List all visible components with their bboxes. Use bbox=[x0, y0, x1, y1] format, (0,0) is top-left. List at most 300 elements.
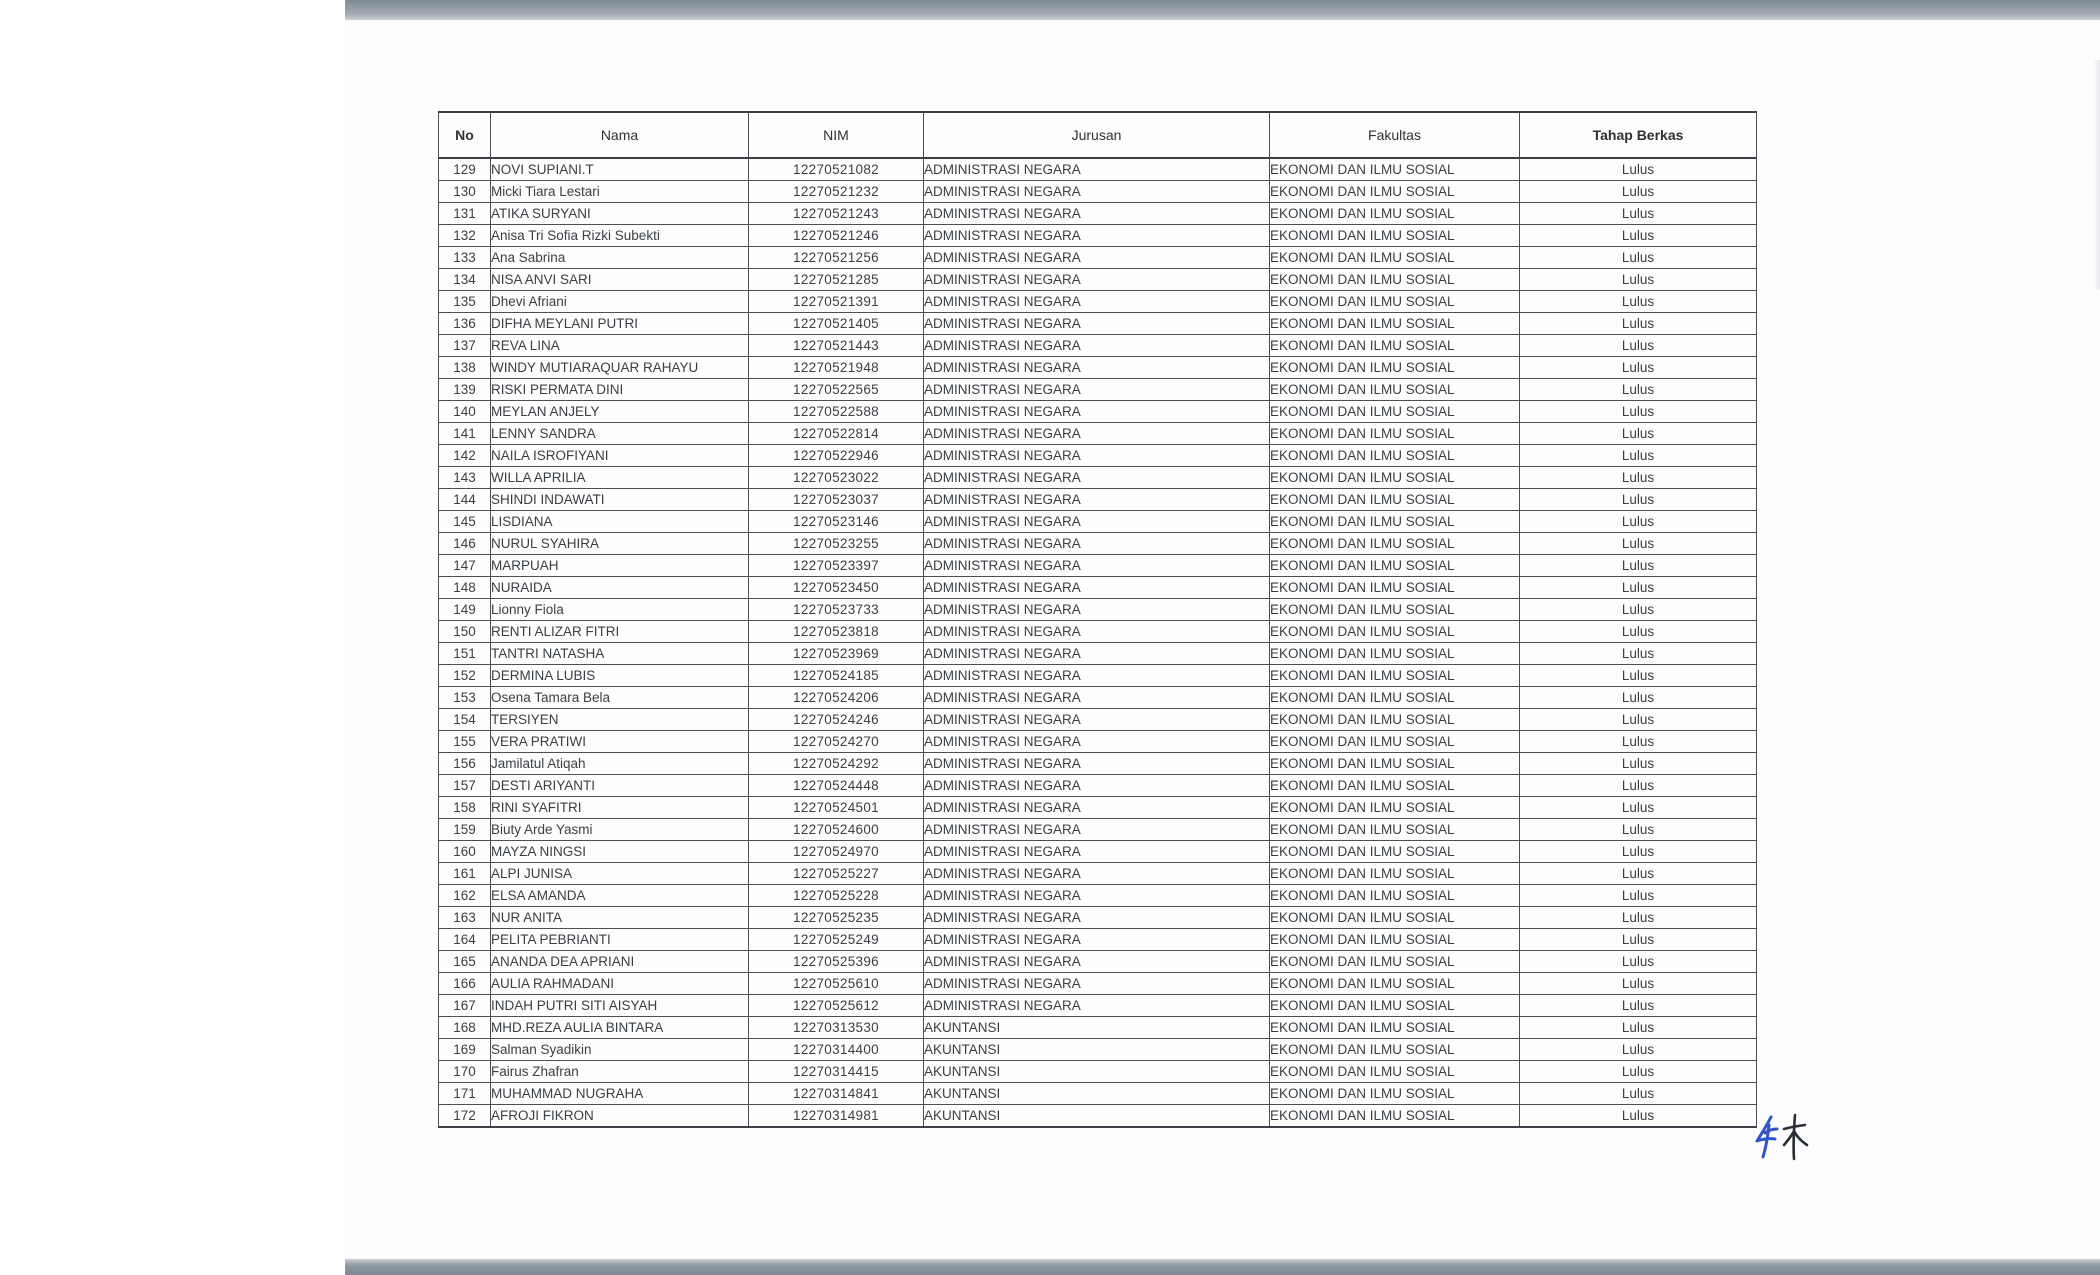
cell-tahap-berkas: Lulus bbox=[1520, 1039, 1757, 1061]
table-row bbox=[439, 841, 1757, 863]
cell-jurusan: ADMINISTRASI NEGARA bbox=[924, 555, 1270, 577]
cell-nim: 12270524185 bbox=[749, 665, 924, 687]
cell-fakultas: EKONOMI DAN ILMU SOSIAL bbox=[1270, 731, 1520, 753]
cell-tahap-berkas: Lulus bbox=[1520, 445, 1757, 467]
cell-fakultas: EKONOMI DAN ILMU SOSIAL bbox=[1270, 269, 1520, 291]
cell-jurusan: AKUNTANSI bbox=[924, 1061, 1270, 1083]
cell-nama: Dhevi Afriani bbox=[491, 291, 749, 313]
cell-tahap-berkas: Lulus bbox=[1520, 467, 1757, 489]
cell-tahap-berkas: Lulus bbox=[1520, 863, 1757, 885]
cell-no: 154 bbox=[439, 709, 491, 731]
cell-no: 160 bbox=[439, 841, 491, 863]
table-row bbox=[439, 357, 1757, 379]
cell-nama: Biuty Arde Yasmi bbox=[491, 819, 749, 841]
cell-no: 144 bbox=[439, 489, 491, 511]
scan-edge-right bbox=[2092, 60, 2100, 290]
cell-nama: NAILA ISROFIYANI bbox=[491, 445, 749, 467]
cell-nim: 12270523022 bbox=[749, 467, 924, 489]
cell-tahap-berkas: Lulus bbox=[1520, 247, 1757, 269]
cell-nim: 12270521405 bbox=[749, 313, 924, 335]
cell-tahap-berkas: Lulus bbox=[1520, 357, 1757, 379]
cell-nama: NISA ANVI SARI bbox=[491, 269, 749, 291]
cell-tahap-berkas: Lulus bbox=[1520, 951, 1757, 973]
cell-fakultas: EKONOMI DAN ILMU SOSIAL bbox=[1270, 841, 1520, 863]
cell-nama: Anisa Tri Sofia Rizki Subekti bbox=[491, 225, 749, 247]
cell-tahap-berkas: Lulus bbox=[1520, 511, 1757, 533]
cell-no: 170 bbox=[439, 1061, 491, 1083]
cell-tahap-berkas: Lulus bbox=[1520, 665, 1757, 687]
cell-no: 139 bbox=[439, 379, 491, 401]
cell-tahap-berkas: Lulus bbox=[1520, 885, 1757, 907]
table-row bbox=[439, 731, 1757, 753]
cell-nim: 12270524206 bbox=[749, 687, 924, 709]
cell-fakultas: EKONOMI DAN ILMU SOSIAL bbox=[1270, 665, 1520, 687]
cell-tahap-berkas: Lulus bbox=[1520, 621, 1757, 643]
cell-nim: 12270525610 bbox=[749, 973, 924, 995]
cell-no: 147 bbox=[439, 555, 491, 577]
cell-fakultas: EKONOMI DAN ILMU SOSIAL bbox=[1270, 775, 1520, 797]
cell-jurusan: ADMINISTRASI NEGARA bbox=[924, 797, 1270, 819]
cell-no: 145 bbox=[439, 511, 491, 533]
cell-nim: 12270523733 bbox=[749, 599, 924, 621]
cell-jurusan: ADMINISTRASI NEGARA bbox=[924, 247, 1270, 269]
cell-jurusan: ADMINISTRASI NEGARA bbox=[924, 709, 1270, 731]
cell-nim: 12270314400 bbox=[749, 1039, 924, 1061]
scan-edge-top bbox=[345, 0, 2100, 20]
cell-nama: MAYZA NINGSI bbox=[491, 841, 749, 863]
cell-fakultas: EKONOMI DAN ILMU SOSIAL bbox=[1270, 885, 1520, 907]
cell-nama: Jamilatul Atiqah bbox=[491, 753, 749, 775]
cell-nama: PELITA PEBRIANTI bbox=[491, 929, 749, 951]
cell-jurusan: ADMINISTRASI NEGARA bbox=[924, 181, 1270, 203]
cell-no: 146 bbox=[439, 533, 491, 555]
cell-jurusan: ADMINISTRASI NEGARA bbox=[924, 863, 1270, 885]
cell-nim: 12270523450 bbox=[749, 577, 924, 599]
cell-tahap-berkas: Lulus bbox=[1520, 1083, 1757, 1105]
table-row bbox=[439, 1017, 1757, 1039]
cell-no: 132 bbox=[439, 225, 491, 247]
cell-no: 152 bbox=[439, 665, 491, 687]
cell-fakultas: EKONOMI DAN ILMU SOSIAL bbox=[1270, 995, 1520, 1017]
cell-nim: 12270521232 bbox=[749, 181, 924, 203]
cell-fakultas: EKONOMI DAN ILMU SOSIAL bbox=[1270, 379, 1520, 401]
cell-nim: 12270523146 bbox=[749, 511, 924, 533]
cell-nim: 12270524448 bbox=[749, 775, 924, 797]
table-row bbox=[439, 313, 1757, 335]
table-body bbox=[439, 158, 1757, 1127]
cell-nim: 12270314981 bbox=[749, 1105, 924, 1128]
cell-nama: WINDY MUTIARAQUAR RAHAYU bbox=[491, 357, 749, 379]
cell-nama: Ana Sabrina bbox=[491, 247, 749, 269]
cell-fakultas: EKONOMI DAN ILMU SOSIAL bbox=[1270, 511, 1520, 533]
cell-tahap-berkas: Lulus bbox=[1520, 181, 1757, 203]
header-nim: NIM bbox=[749, 112, 924, 158]
cell-jurusan: ADMINISTRASI NEGARA bbox=[924, 511, 1270, 533]
cell-fakultas: EKONOMI DAN ILMU SOSIAL bbox=[1270, 599, 1520, 621]
cell-jurusan: ADMINISTRASI NEGARA bbox=[924, 203, 1270, 225]
table-row bbox=[439, 797, 1757, 819]
scan-margin-left bbox=[0, 0, 345, 1275]
cell-fakultas: EKONOMI DAN ILMU SOSIAL bbox=[1270, 753, 1520, 775]
table-row bbox=[439, 995, 1757, 1017]
cell-nim: 12270521948 bbox=[749, 357, 924, 379]
cell-no: 142 bbox=[439, 445, 491, 467]
cell-fakultas: EKONOMI DAN ILMU SOSIAL bbox=[1270, 181, 1520, 203]
cell-nama: RISKI PERMATA DINI bbox=[491, 379, 749, 401]
table-row bbox=[439, 577, 1757, 599]
cell-nama: TANTRI NATASHA bbox=[491, 643, 749, 665]
cell-nim: 12270314415 bbox=[749, 1061, 924, 1083]
cell-tahap-berkas: Lulus bbox=[1520, 753, 1757, 775]
table-row bbox=[439, 158, 1757, 181]
cell-jurusan: ADMINISTRASI NEGARA bbox=[924, 841, 1270, 863]
cell-tahap-berkas: Lulus bbox=[1520, 401, 1757, 423]
cell-fakultas: EKONOMI DAN ILMU SOSIAL bbox=[1270, 335, 1520, 357]
cell-fakultas: EKONOMI DAN ILMU SOSIAL bbox=[1270, 401, 1520, 423]
cell-fakultas: EKONOMI DAN ILMU SOSIAL bbox=[1270, 863, 1520, 885]
cell-tahap-berkas: Lulus bbox=[1520, 533, 1757, 555]
cell-nim: 12270524970 bbox=[749, 841, 924, 863]
table-row bbox=[439, 181, 1757, 203]
cell-jurusan: ADMINISTRASI NEGARA bbox=[924, 313, 1270, 335]
cell-nama: NUR ANITA bbox=[491, 907, 749, 929]
table-row bbox=[439, 709, 1757, 731]
cell-fakultas: EKONOMI DAN ILMU SOSIAL bbox=[1270, 291, 1520, 313]
table-row bbox=[439, 643, 1757, 665]
cell-fakultas: EKONOMI DAN ILMU SOSIAL bbox=[1270, 709, 1520, 731]
cell-nim: 12270524246 bbox=[749, 709, 924, 731]
table-row bbox=[439, 511, 1757, 533]
cell-no: 133 bbox=[439, 247, 491, 269]
cell-nama: DIFHA MEYLANI PUTRI bbox=[491, 313, 749, 335]
cell-nama: ATIKA SURYANI bbox=[491, 203, 749, 225]
cell-nama: Fairus Zhafran bbox=[491, 1061, 749, 1083]
cell-tahap-berkas: Lulus bbox=[1520, 687, 1757, 709]
cell-nama: LENNY SANDRA bbox=[491, 423, 749, 445]
cell-nama: Salman Syadikin bbox=[491, 1039, 749, 1061]
cell-tahap-berkas: Lulus bbox=[1520, 225, 1757, 247]
table-row bbox=[439, 621, 1757, 643]
cell-nim: 12270313530 bbox=[749, 1017, 924, 1039]
cell-no: 163 bbox=[439, 907, 491, 929]
table-row bbox=[439, 555, 1757, 577]
cell-nama: MARPUAH bbox=[491, 555, 749, 577]
cell-nim: 12270523037 bbox=[749, 489, 924, 511]
cell-jurusan: ADMINISTRASI NEGARA bbox=[924, 687, 1270, 709]
cell-fakultas: EKONOMI DAN ILMU SOSIAL bbox=[1270, 225, 1520, 247]
cell-nama: VERA PRATIWI bbox=[491, 731, 749, 753]
cell-nama: Lionny Fiola bbox=[491, 599, 749, 621]
cell-nim: 12270523397 bbox=[749, 555, 924, 577]
cell-jurusan: AKUNTANSI bbox=[924, 1105, 1270, 1128]
cell-tahap-berkas: Lulus bbox=[1520, 731, 1757, 753]
cell-nama: AFROJI FIKRON bbox=[491, 1105, 749, 1128]
table-row bbox=[439, 775, 1757, 797]
table-header bbox=[439, 112, 1757, 158]
results-table bbox=[438, 111, 1757, 1128]
cell-no: 150 bbox=[439, 621, 491, 643]
cell-fakultas: EKONOMI DAN ILMU SOSIAL bbox=[1270, 687, 1520, 709]
cell-nama: ELSA AMANDA bbox=[491, 885, 749, 907]
table-row bbox=[439, 335, 1757, 357]
cell-jurusan: ADMINISTRASI NEGARA bbox=[924, 357, 1270, 379]
table-row bbox=[439, 687, 1757, 709]
cell-jurusan: AKUNTANSI bbox=[924, 1039, 1270, 1061]
cell-fakultas: EKONOMI DAN ILMU SOSIAL bbox=[1270, 533, 1520, 555]
cell-no: 158 bbox=[439, 797, 491, 819]
cell-tahap-berkas: Lulus bbox=[1520, 709, 1757, 731]
cell-no: 129 bbox=[439, 158, 491, 181]
cell-no: 143 bbox=[439, 467, 491, 489]
cell-nim: 12270525227 bbox=[749, 863, 924, 885]
cell-nim: 12270525249 bbox=[749, 929, 924, 951]
cell-tahap-berkas: Lulus bbox=[1520, 379, 1757, 401]
cell-nim: 12270523818 bbox=[749, 621, 924, 643]
table-row bbox=[439, 907, 1757, 929]
cell-no: 131 bbox=[439, 203, 491, 225]
cell-jurusan: ADMINISTRASI NEGARA bbox=[924, 577, 1270, 599]
cell-fakultas: EKONOMI DAN ILMU SOSIAL bbox=[1270, 819, 1520, 841]
table-row bbox=[439, 203, 1757, 225]
paraf-initials bbox=[1753, 1113, 1811, 1161]
cell-fakultas: EKONOMI DAN ILMU SOSIAL bbox=[1270, 203, 1520, 225]
scan-edge-bottom bbox=[345, 1259, 2100, 1275]
cell-nim: 12270522814 bbox=[749, 423, 924, 445]
cell-tahap-berkas: Lulus bbox=[1520, 577, 1757, 599]
cell-tahap-berkas: Lulus bbox=[1520, 841, 1757, 863]
cell-no: 157 bbox=[439, 775, 491, 797]
cell-jurusan: ADMINISTRASI NEGARA bbox=[924, 599, 1270, 621]
cell-fakultas: EKONOMI DAN ILMU SOSIAL bbox=[1270, 1083, 1520, 1105]
cell-nama: AULIA RAHMADANI bbox=[491, 973, 749, 995]
cell-no: 165 bbox=[439, 951, 491, 973]
cell-no: 138 bbox=[439, 357, 491, 379]
cell-jurusan: ADMINISTRASI NEGARA bbox=[924, 753, 1270, 775]
cell-fakultas: EKONOMI DAN ILMU SOSIAL bbox=[1270, 555, 1520, 577]
cell-nim: 12270524292 bbox=[749, 753, 924, 775]
cell-tahap-berkas: Lulus bbox=[1520, 269, 1757, 291]
cell-tahap-berkas: Lulus bbox=[1520, 995, 1757, 1017]
cell-nama: RENTI ALIZAR FITRI bbox=[491, 621, 749, 643]
cell-tahap-berkas: Lulus bbox=[1520, 1105, 1757, 1128]
cell-fakultas: EKONOMI DAN ILMU SOSIAL bbox=[1270, 1039, 1520, 1061]
cell-nim: 12270521082 bbox=[749, 158, 924, 181]
cell-nim: 12270522588 bbox=[749, 401, 924, 423]
cell-tahap-berkas: Lulus bbox=[1520, 203, 1757, 225]
table-row bbox=[439, 1061, 1757, 1083]
cell-jurusan: ADMINISTRASI NEGARA bbox=[924, 533, 1270, 555]
table-row bbox=[439, 863, 1757, 885]
table-row bbox=[439, 225, 1757, 247]
cell-nama: REVA LINA bbox=[491, 335, 749, 357]
cell-jurusan: ADMINISTRASI NEGARA bbox=[924, 731, 1270, 753]
cell-no: 148 bbox=[439, 577, 491, 599]
cell-no: 172 bbox=[439, 1105, 491, 1128]
cell-nim: 12270521246 bbox=[749, 225, 924, 247]
cell-tahap-berkas: Lulus bbox=[1520, 489, 1757, 511]
cell-tahap-berkas: Lulus bbox=[1520, 599, 1757, 621]
cell-nama: SHINDI INDAWATI bbox=[491, 489, 749, 511]
cell-jurusan: AKUNTANSI bbox=[924, 1017, 1270, 1039]
table-row bbox=[439, 599, 1757, 621]
cell-no: 141 bbox=[439, 423, 491, 445]
cell-jurusan: ADMINISTRASI NEGARA bbox=[924, 467, 1270, 489]
cell-nama: NOVI SUPIANI.T bbox=[491, 158, 749, 181]
table-row bbox=[439, 885, 1757, 907]
cell-nama: MHD.REZA AULIA BINTARA bbox=[491, 1017, 749, 1039]
cell-no: 167 bbox=[439, 995, 491, 1017]
cell-nama: RINI SYAFITRI bbox=[491, 797, 749, 819]
table-row bbox=[439, 247, 1757, 269]
cell-nama: MUHAMMAD NUGRAHA bbox=[491, 1083, 749, 1105]
cell-fakultas: EKONOMI DAN ILMU SOSIAL bbox=[1270, 907, 1520, 929]
cell-nama: WILLA APRILIA bbox=[491, 467, 749, 489]
cell-no: 151 bbox=[439, 643, 491, 665]
table-row bbox=[439, 291, 1757, 313]
cell-tahap-berkas: Lulus bbox=[1520, 423, 1757, 445]
cell-fakultas: EKONOMI DAN ILMU SOSIAL bbox=[1270, 489, 1520, 511]
cell-jurusan: ADMINISTRASI NEGARA bbox=[924, 621, 1270, 643]
cell-nim: 12270525612 bbox=[749, 995, 924, 1017]
cell-tahap-berkas: Lulus bbox=[1520, 775, 1757, 797]
cell-nim: 12270521285 bbox=[749, 269, 924, 291]
cell-nim: 12270522946 bbox=[749, 445, 924, 467]
cell-fakultas: EKONOMI DAN ILMU SOSIAL bbox=[1270, 951, 1520, 973]
cell-nim: 12270523969 bbox=[749, 643, 924, 665]
cell-fakultas: EKONOMI DAN ILMU SOSIAL bbox=[1270, 423, 1520, 445]
cell-jurusan: ADMINISTRASI NEGARA bbox=[924, 158, 1270, 181]
cell-fakultas: EKONOMI DAN ILMU SOSIAL bbox=[1270, 1105, 1520, 1128]
cell-fakultas: EKONOMI DAN ILMU SOSIAL bbox=[1270, 158, 1520, 181]
table-row bbox=[439, 401, 1757, 423]
cell-tahap-berkas: Lulus bbox=[1520, 335, 1757, 357]
cell-tahap-berkas: Lulus bbox=[1520, 291, 1757, 313]
header-jurusan: Jurusan bbox=[924, 112, 1270, 158]
table-row bbox=[439, 379, 1757, 401]
cell-fakultas: EKONOMI DAN ILMU SOSIAL bbox=[1270, 643, 1520, 665]
cell-tahap-berkas: Lulus bbox=[1520, 973, 1757, 995]
cell-nim: 12270521443 bbox=[749, 335, 924, 357]
cell-nama: Osena Tamara Bela bbox=[491, 687, 749, 709]
header-tahap-berkas: Tahap Berkas bbox=[1520, 112, 1757, 158]
cell-jurusan: ADMINISTRASI NEGARA bbox=[924, 489, 1270, 511]
table-row bbox=[439, 423, 1757, 445]
cell-jurusan: ADMINISTRASI NEGARA bbox=[924, 907, 1270, 929]
cell-nama: Micki Tiara Lestari bbox=[491, 181, 749, 203]
cell-nama: NURAIDA bbox=[491, 577, 749, 599]
cell-tahap-berkas: Lulus bbox=[1520, 158, 1757, 181]
table-row bbox=[439, 929, 1757, 951]
cell-jurusan: ADMINISTRASI NEGARA bbox=[924, 929, 1270, 951]
table-row bbox=[439, 1039, 1757, 1061]
cell-fakultas: EKONOMI DAN ILMU SOSIAL bbox=[1270, 445, 1520, 467]
cell-nim: 12270525228 bbox=[749, 885, 924, 907]
cell-jurusan: ADMINISTRASI NEGARA bbox=[924, 951, 1270, 973]
cell-nim: 12270523255 bbox=[749, 533, 924, 555]
cell-nim: 12270314841 bbox=[749, 1083, 924, 1105]
table-row bbox=[439, 445, 1757, 467]
cell-no: 136 bbox=[439, 313, 491, 335]
cell-nama: DESTI ARIYANTI bbox=[491, 775, 749, 797]
cell-fakultas: EKONOMI DAN ILMU SOSIAL bbox=[1270, 929, 1520, 951]
cell-tahap-berkas: Lulus bbox=[1520, 1061, 1757, 1083]
cell-fakultas: EKONOMI DAN ILMU SOSIAL bbox=[1270, 247, 1520, 269]
cell-tahap-berkas: Lulus bbox=[1520, 929, 1757, 951]
cell-jurusan: ADMINISTRASI NEGARA bbox=[924, 775, 1270, 797]
table-row bbox=[439, 1083, 1757, 1105]
cell-nama: NURUL SYAHIRA bbox=[491, 533, 749, 555]
cell-no: 135 bbox=[439, 291, 491, 313]
header-row bbox=[439, 112, 1757, 158]
cell-jurusan: ADMINISTRASI NEGARA bbox=[924, 379, 1270, 401]
cell-nim: 12270521243 bbox=[749, 203, 924, 225]
cell-fakultas: EKONOMI DAN ILMU SOSIAL bbox=[1270, 1061, 1520, 1083]
cell-tahap-berkas: Lulus bbox=[1520, 643, 1757, 665]
cell-jurusan: ADMINISTRASI NEGARA bbox=[924, 885, 1270, 907]
header-no: No bbox=[439, 112, 491, 158]
cell-no: 137 bbox=[439, 335, 491, 357]
table-row bbox=[439, 467, 1757, 489]
cell-jurusan: ADMINISTRASI NEGARA bbox=[924, 423, 1270, 445]
cell-fakultas: EKONOMI DAN ILMU SOSIAL bbox=[1270, 577, 1520, 599]
cell-no: 171 bbox=[439, 1083, 491, 1105]
cell-no: 130 bbox=[439, 181, 491, 203]
cell-tahap-berkas: Lulus bbox=[1520, 819, 1757, 841]
cell-jurusan: ADMINISTRASI NEGARA bbox=[924, 225, 1270, 247]
cell-nim: 12270524270 bbox=[749, 731, 924, 753]
cell-nim: 12270525235 bbox=[749, 907, 924, 929]
cell-no: 153 bbox=[439, 687, 491, 709]
cell-fakultas: EKONOMI DAN ILMU SOSIAL bbox=[1270, 467, 1520, 489]
table-row bbox=[439, 819, 1757, 841]
cell-no: 168 bbox=[439, 1017, 491, 1039]
cell-jurusan: ADMINISTRASI NEGARA bbox=[924, 269, 1270, 291]
cell-nim: 12270524600 bbox=[749, 819, 924, 841]
cell-jurusan: ADMINISTRASI NEGARA bbox=[924, 995, 1270, 1017]
cell-no: 140 bbox=[439, 401, 491, 423]
cell-no: 156 bbox=[439, 753, 491, 775]
table-row bbox=[439, 753, 1757, 775]
cell-tahap-berkas: Lulus bbox=[1520, 907, 1757, 929]
cell-nim: 12270521256 bbox=[749, 247, 924, 269]
cell-no: 155 bbox=[439, 731, 491, 753]
cell-nama: MEYLAN ANJELY bbox=[491, 401, 749, 423]
cell-nama: ALPI JUNISA bbox=[491, 863, 749, 885]
table-row bbox=[439, 665, 1757, 687]
table-row bbox=[439, 533, 1757, 555]
table-row bbox=[439, 1105, 1757, 1128]
cell-nama: LISDIANA bbox=[491, 511, 749, 533]
cell-no: 134 bbox=[439, 269, 491, 291]
table-row bbox=[439, 951, 1757, 973]
cell-fakultas: EKONOMI DAN ILMU SOSIAL bbox=[1270, 357, 1520, 379]
cell-no: 169 bbox=[439, 1039, 491, 1061]
cell-jurusan: ADMINISTRASI NEGARA bbox=[924, 665, 1270, 687]
cell-nama: INDAH PUTRI SITI AISYAH bbox=[491, 995, 749, 1017]
cell-jurusan: ADMINISTRASI NEGARA bbox=[924, 819, 1270, 841]
cell-jurusan: ADMINISTRASI NEGARA bbox=[924, 643, 1270, 665]
cell-jurusan: ADMINISTRASI NEGARA bbox=[924, 401, 1270, 423]
header-nama: Nama bbox=[491, 112, 749, 158]
cell-nama: DERMINA LUBIS bbox=[491, 665, 749, 687]
cell-nama: ANANDA DEA APRIANI bbox=[491, 951, 749, 973]
table-row bbox=[439, 489, 1757, 511]
cell-jurusan: ADMINISTRASI NEGARA bbox=[924, 335, 1270, 357]
cell-jurusan: ADMINISTRASI NEGARA bbox=[924, 291, 1270, 313]
cell-tahap-berkas: Lulus bbox=[1520, 555, 1757, 577]
cell-fakultas: EKONOMI DAN ILMU SOSIAL bbox=[1270, 1017, 1520, 1039]
cell-no: 164 bbox=[439, 929, 491, 951]
